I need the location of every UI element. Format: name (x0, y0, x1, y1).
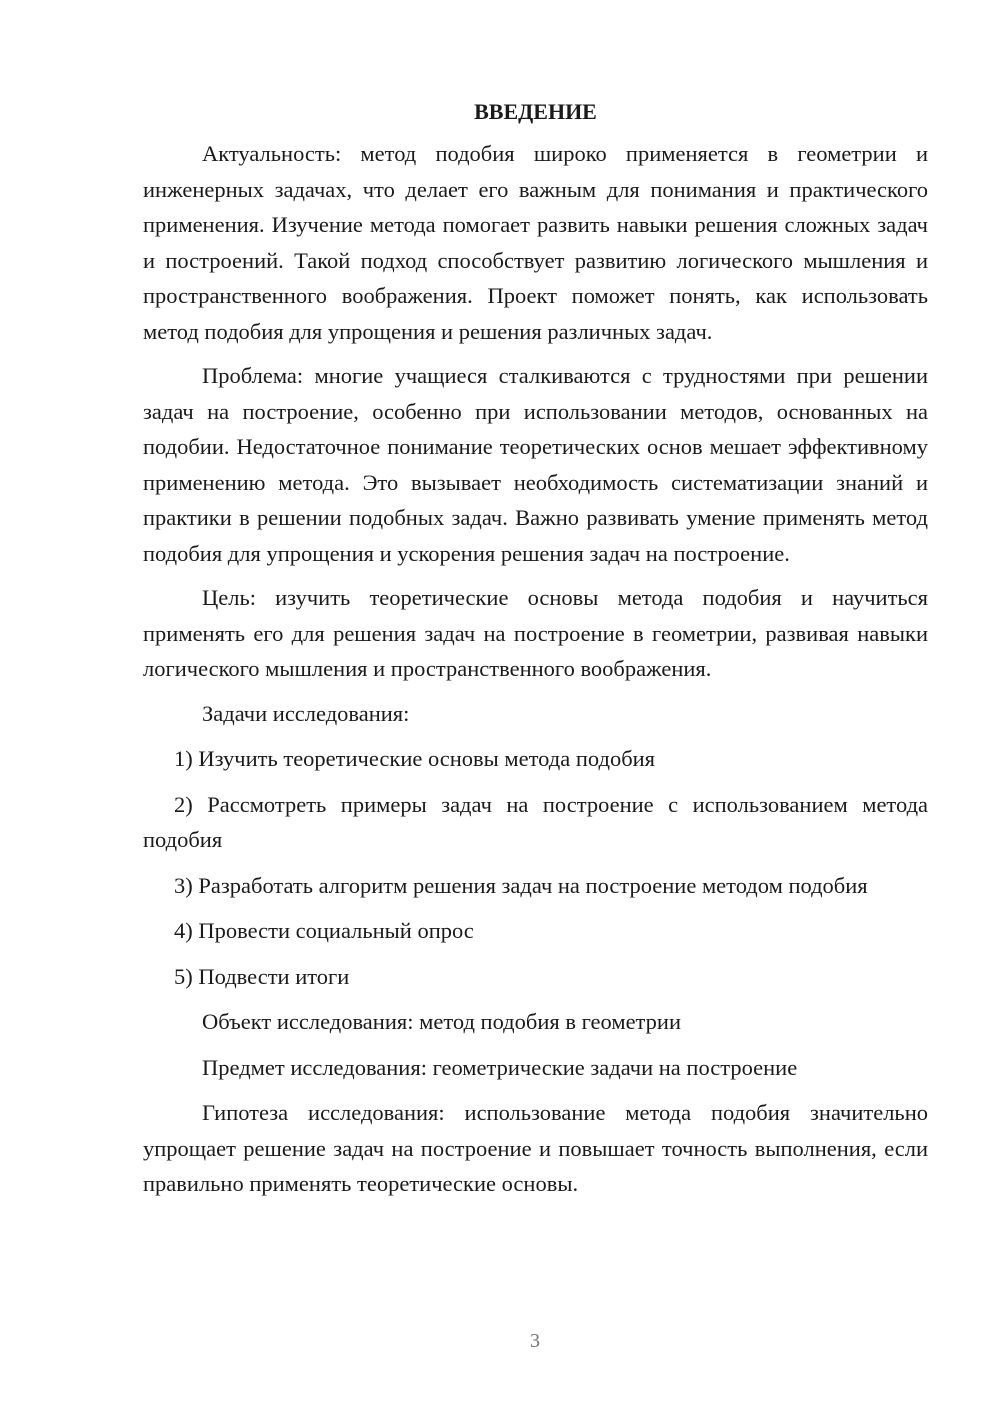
tasks-list (143, 741, 928, 994)
paragraph-relevance: Актуальность: метод подобия широко применяется в геометрии и инженерных задачах, что делает его важным для понимания и практического применения. Изучение метода помогает развить навыки решения сложных задач и построений. Такой подход способствует развитию логического мышления и пространственного воображения. Проект поможет понять, как использовать метод подобия для упрощения и решения различных задач. (143, 141, 928, 344)
paragraph-problem: Проблема: многие учащиеся сталкиваются с трудностями при решении задач на построение, особенно при использовании методов, основанных на подобии. Недостаточное понимание теоретических основ мешает эффективному применению метода. Это вызывает необходимость систематизации знаний и практики в решении подобных задач. Важно развивать умение применять метод подобия для упрощения и ускорения решения задач на построение. (143, 363, 928, 566)
list-item: 5) Подвести итоги (174, 963, 350, 989)
research-hypothesis: Гипотеза исследования: использование метода подобия значительно упрощает решение задач на построение и повышает точность выполнения, если правильно применять теоретические основы. (143, 1100, 928, 1196)
list-item: 2) Рассмотреть примеры задач на построение с использованием метода подобия (143, 791, 928, 852)
page-title: ВВЕДЕНИЕ (474, 99, 597, 124)
page-number: 3 (530, 1330, 540, 1352)
list-item: 1) Изучить теоретические основы метода подобия (174, 746, 656, 771)
list-item: 3) Разработать алгоритм решения задач на построение методом подобия (174, 872, 868, 898)
paragraph-goal: Цель: изучить теоретические основы метода подобия и научиться применять его для решения задач на построение в геометрии, развивая навыки логического мышления и пространственного воображения. (143, 585, 928, 681)
tasks-heading: Задачи исследования: (202, 700, 410, 726)
research-object: Объект исследования: метод подобия в геометрии (202, 1009, 681, 1034)
list-item: 4) Провести социальный опрос (174, 918, 474, 943)
page-content (143, 94, 928, 1211)
research-subject: Предмет исследования: геометрические задачи на построение (202, 1054, 798, 1080)
